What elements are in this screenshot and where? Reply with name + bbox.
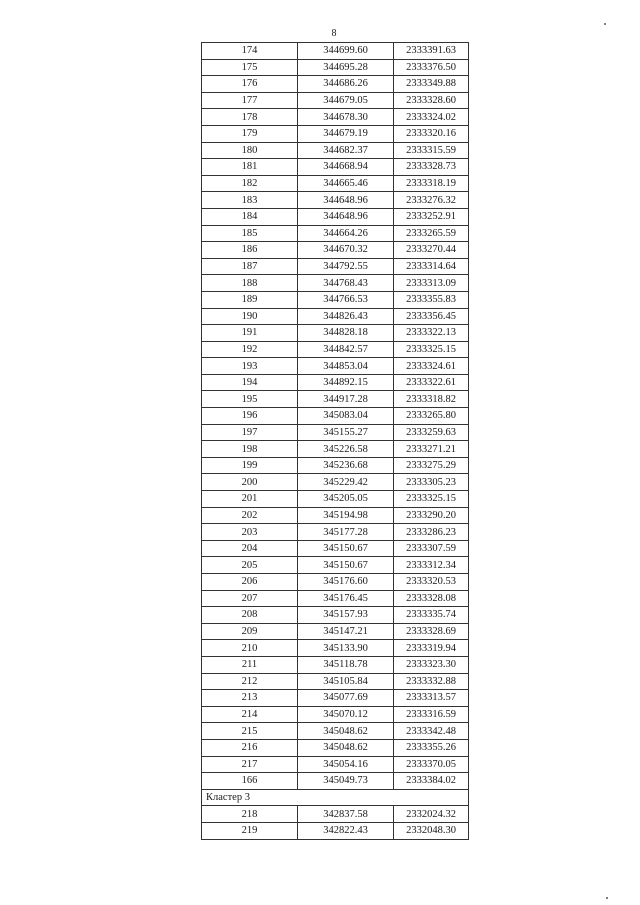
table-row xyxy=(202,142,469,159)
point-number-cell: 187 xyxy=(202,258,298,275)
table-row xyxy=(202,125,469,142)
point-number-cell: 215 xyxy=(202,723,298,740)
y-coordinate-cell: 2333332.88 xyxy=(394,673,469,690)
table-row xyxy=(202,690,469,707)
table-row xyxy=(202,175,469,192)
coordinates-table-body xyxy=(202,43,469,840)
point-number-cell: 193 xyxy=(202,358,298,375)
point-number-cell: 176 xyxy=(202,76,298,93)
x-coordinate-cell: 344892.15 xyxy=(298,374,394,391)
y-coordinate-cell: 2333270.44 xyxy=(394,242,469,259)
table-row xyxy=(202,706,469,723)
y-coordinate-cell: 2333319.94 xyxy=(394,640,469,657)
table-row xyxy=(202,192,469,209)
table-row xyxy=(202,374,469,391)
y-coordinate-cell: 2333328.60 xyxy=(394,92,469,109)
x-coordinate-cell: 345194.98 xyxy=(298,507,394,524)
table-row xyxy=(202,524,469,541)
table-row xyxy=(202,640,469,657)
y-coordinate-cell: 2333324.02 xyxy=(394,109,469,126)
table-row xyxy=(202,258,469,275)
x-coordinate-cell: 345048.62 xyxy=(298,739,394,756)
point-number-cell: 210 xyxy=(202,640,298,657)
x-coordinate-cell: 345150.67 xyxy=(298,540,394,557)
y-coordinate-cell: 2333391.63 xyxy=(394,43,469,60)
table-row xyxy=(202,225,469,242)
x-coordinate-cell: 345054.16 xyxy=(298,756,394,773)
y-coordinate-cell: 2333335.74 xyxy=(394,607,469,624)
cluster-header-row xyxy=(202,789,469,806)
point-number-cell: 199 xyxy=(202,457,298,474)
x-coordinate-cell: 344766.53 xyxy=(298,291,394,308)
x-coordinate-cell: 345118.78 xyxy=(298,656,394,673)
y-coordinate-cell: 2333316.59 xyxy=(394,706,469,723)
x-coordinate-cell: 344686.26 xyxy=(298,76,394,93)
x-coordinate-cell: 344792.55 xyxy=(298,258,394,275)
y-coordinate-cell: 2333265.59 xyxy=(394,225,469,242)
table-row xyxy=(202,623,469,640)
table-row xyxy=(202,391,469,408)
y-coordinate-cell: 2333328.08 xyxy=(394,590,469,607)
page-number: 8 xyxy=(331,28,337,39)
x-coordinate-cell: 344668.94 xyxy=(298,159,394,176)
table-row xyxy=(202,607,469,624)
point-number-cell: 208 xyxy=(202,607,298,624)
point-number-cell: 189 xyxy=(202,291,298,308)
point-number-cell: 178 xyxy=(202,109,298,126)
x-coordinate-cell: 345155.27 xyxy=(298,424,394,441)
y-coordinate-cell: 2333312.34 xyxy=(394,557,469,574)
y-coordinate-cell: 2333290.20 xyxy=(394,507,469,524)
x-coordinate-cell: 345070.12 xyxy=(298,706,394,723)
scan-speck-top-right xyxy=(604,23,606,25)
point-number-cell: 206 xyxy=(202,574,298,591)
point-number-cell: 188 xyxy=(202,275,298,292)
table-row xyxy=(202,656,469,673)
table-row xyxy=(202,574,469,591)
x-coordinate-cell: 344699.60 xyxy=(298,43,394,60)
table-row xyxy=(202,457,469,474)
point-number-cell: 217 xyxy=(202,756,298,773)
point-number-cell: 182 xyxy=(202,175,298,192)
table-row xyxy=(202,822,469,839)
point-number-cell: 212 xyxy=(202,673,298,690)
table-row xyxy=(202,358,469,375)
x-coordinate-cell: 344648.96 xyxy=(298,192,394,209)
x-coordinate-cell: 345236.68 xyxy=(298,457,394,474)
x-coordinate-cell: 344695.28 xyxy=(298,59,394,76)
point-number-cell: 194 xyxy=(202,374,298,391)
x-coordinate-cell: 344648.96 xyxy=(298,208,394,225)
y-coordinate-cell: 2333271.21 xyxy=(394,441,469,458)
table-row xyxy=(202,325,469,342)
table-row xyxy=(202,408,469,425)
x-coordinate-cell: 345176.60 xyxy=(298,574,394,591)
y-coordinate-cell: 2333275.29 xyxy=(394,457,469,474)
table-row xyxy=(202,341,469,358)
y-coordinate-cell: 2333325.15 xyxy=(394,491,469,508)
y-coordinate-cell: 2333259.63 xyxy=(394,424,469,441)
x-coordinate-cell: 344828.18 xyxy=(298,325,394,342)
y-coordinate-cell: 2333315.59 xyxy=(394,142,469,159)
y-coordinate-cell: 2333265.80 xyxy=(394,408,469,425)
table-row xyxy=(202,308,469,325)
table-row xyxy=(202,76,469,93)
y-coordinate-cell: 2332048.30 xyxy=(394,822,469,839)
point-number-cell: 214 xyxy=(202,706,298,723)
table-row xyxy=(202,92,469,109)
y-coordinate-cell: 2333325.15 xyxy=(394,341,469,358)
point-number-cell: 180 xyxy=(202,142,298,159)
table-row xyxy=(202,540,469,557)
y-coordinate-cell: 2333252.91 xyxy=(394,208,469,225)
table-row xyxy=(202,242,469,259)
y-coordinate-cell: 2333384.02 xyxy=(394,773,469,790)
x-coordinate-cell: 344853.04 xyxy=(298,358,394,375)
y-coordinate-cell: 2333324.61 xyxy=(394,358,469,375)
y-coordinate-cell: 2333318.82 xyxy=(394,391,469,408)
x-coordinate-cell: 344664.26 xyxy=(298,225,394,242)
point-number-cell: 216 xyxy=(202,739,298,756)
table-row xyxy=(202,756,469,773)
y-coordinate-cell: 2333286.23 xyxy=(394,524,469,541)
x-coordinate-cell: 344826.43 xyxy=(298,308,394,325)
point-number-cell: 197 xyxy=(202,424,298,441)
y-coordinate-cell: 2333320.53 xyxy=(394,574,469,591)
y-coordinate-cell: 2333355.26 xyxy=(394,739,469,756)
y-coordinate-cell: 2333320.16 xyxy=(394,125,469,142)
table-row xyxy=(202,275,469,292)
table-row xyxy=(202,590,469,607)
x-coordinate-cell: 345133.90 xyxy=(298,640,394,657)
y-coordinate-cell: 2333370.05 xyxy=(394,756,469,773)
point-number-cell: 166 xyxy=(202,773,298,790)
point-number-cell: 177 xyxy=(202,92,298,109)
table-row xyxy=(202,441,469,458)
y-coordinate-cell: 2333313.57 xyxy=(394,690,469,707)
x-coordinate-cell: 342822.43 xyxy=(298,822,394,839)
x-coordinate-cell: 344679.19 xyxy=(298,125,394,142)
x-coordinate-cell: 345105.84 xyxy=(298,673,394,690)
point-number-cell: 179 xyxy=(202,125,298,142)
x-coordinate-cell: 344682.37 xyxy=(298,142,394,159)
y-coordinate-cell: 2333322.61 xyxy=(394,374,469,391)
x-coordinate-cell: 345077.69 xyxy=(298,690,394,707)
point-number-cell: 183 xyxy=(202,192,298,209)
table-row xyxy=(202,491,469,508)
table-row xyxy=(202,557,469,574)
point-number-cell: 201 xyxy=(202,491,298,508)
coordinates-table xyxy=(201,42,469,840)
table-row xyxy=(202,474,469,491)
point-number-cell: 198 xyxy=(202,441,298,458)
x-coordinate-cell: 345226.58 xyxy=(298,441,394,458)
x-coordinate-cell: 344917.28 xyxy=(298,391,394,408)
point-number-cell: 186 xyxy=(202,242,298,259)
x-coordinate-cell: 344768.43 xyxy=(298,275,394,292)
table-row xyxy=(202,424,469,441)
y-coordinate-cell: 2333276.32 xyxy=(394,192,469,209)
point-number-cell: 209 xyxy=(202,623,298,640)
table-row xyxy=(202,806,469,823)
x-coordinate-cell: 344678.30 xyxy=(298,109,394,126)
point-number-cell: 202 xyxy=(202,507,298,524)
y-coordinate-cell: 2333318.19 xyxy=(394,175,469,192)
point-number-cell: 203 xyxy=(202,524,298,541)
y-coordinate-cell: 2333328.73 xyxy=(394,159,469,176)
point-number-cell: 213 xyxy=(202,690,298,707)
point-number-cell: 181 xyxy=(202,159,298,176)
x-coordinate-cell: 344842.57 xyxy=(298,341,394,358)
table-row xyxy=(202,159,469,176)
table-row xyxy=(202,109,469,126)
x-coordinate-cell: 345083.04 xyxy=(298,408,394,425)
table-row xyxy=(202,507,469,524)
y-coordinate-cell: 2333356.45 xyxy=(394,308,469,325)
point-number-cell: 185 xyxy=(202,225,298,242)
point-number-cell: 211 xyxy=(202,656,298,673)
table-row xyxy=(202,208,469,225)
point-number-cell: 192 xyxy=(202,341,298,358)
x-coordinate-cell: 344670.32 xyxy=(298,242,394,259)
y-coordinate-cell: 2333314.64 xyxy=(394,258,469,275)
x-coordinate-cell: 345177.28 xyxy=(298,524,394,541)
x-coordinate-cell: 345049.73 xyxy=(298,773,394,790)
table-row xyxy=(202,673,469,690)
y-coordinate-cell: 2333355.83 xyxy=(394,291,469,308)
x-coordinate-cell: 345147.21 xyxy=(298,623,394,640)
point-number-cell: 195 xyxy=(202,391,298,408)
x-coordinate-cell: 342837.58 xyxy=(298,806,394,823)
x-coordinate-cell: 345176.45 xyxy=(298,590,394,607)
y-coordinate-cell: 2333307.59 xyxy=(394,540,469,557)
point-number-cell: 175 xyxy=(202,59,298,76)
point-number-cell: 200 xyxy=(202,474,298,491)
point-number-cell: 207 xyxy=(202,590,298,607)
point-number-cell: 204 xyxy=(202,540,298,557)
y-coordinate-cell: 2333322.13 xyxy=(394,325,469,342)
point-number-cell: 191 xyxy=(202,325,298,342)
table-row xyxy=(202,723,469,740)
x-coordinate-cell: 345150.67 xyxy=(298,557,394,574)
x-coordinate-cell: 344665.46 xyxy=(298,175,394,192)
cluster-label: Кластер 3 xyxy=(202,789,469,806)
x-coordinate-cell: 345157.93 xyxy=(298,607,394,624)
y-coordinate-cell: 2333305.23 xyxy=(394,474,469,491)
x-coordinate-cell: 345229.42 xyxy=(298,474,394,491)
y-coordinate-cell: 2333376.50 xyxy=(394,59,469,76)
scan-speck-bottom-right xyxy=(606,897,608,899)
point-number-cell: 174 xyxy=(202,43,298,60)
table-row xyxy=(202,773,469,790)
point-number-cell: 196 xyxy=(202,408,298,425)
table-row xyxy=(202,739,469,756)
x-coordinate-cell: 344679.05 xyxy=(298,92,394,109)
x-coordinate-cell: 345048.62 xyxy=(298,723,394,740)
point-number-cell: 219 xyxy=(202,822,298,839)
y-coordinate-cell: 2333342.48 xyxy=(394,723,469,740)
point-number-cell: 218 xyxy=(202,806,298,823)
y-coordinate-cell: 2333328.69 xyxy=(394,623,469,640)
point-number-cell: 205 xyxy=(202,557,298,574)
y-coordinate-cell: 2333323.30 xyxy=(394,656,469,673)
x-coordinate-cell: 345205.05 xyxy=(298,491,394,508)
table-row xyxy=(202,43,469,60)
point-number-cell: 190 xyxy=(202,308,298,325)
point-number-cell: 184 xyxy=(202,208,298,225)
y-coordinate-cell: 2332024.32 xyxy=(394,806,469,823)
y-coordinate-cell: 2333349.88 xyxy=(394,76,469,93)
table-row xyxy=(202,291,469,308)
table-row xyxy=(202,59,469,76)
y-coordinate-cell: 2333313.09 xyxy=(394,275,469,292)
